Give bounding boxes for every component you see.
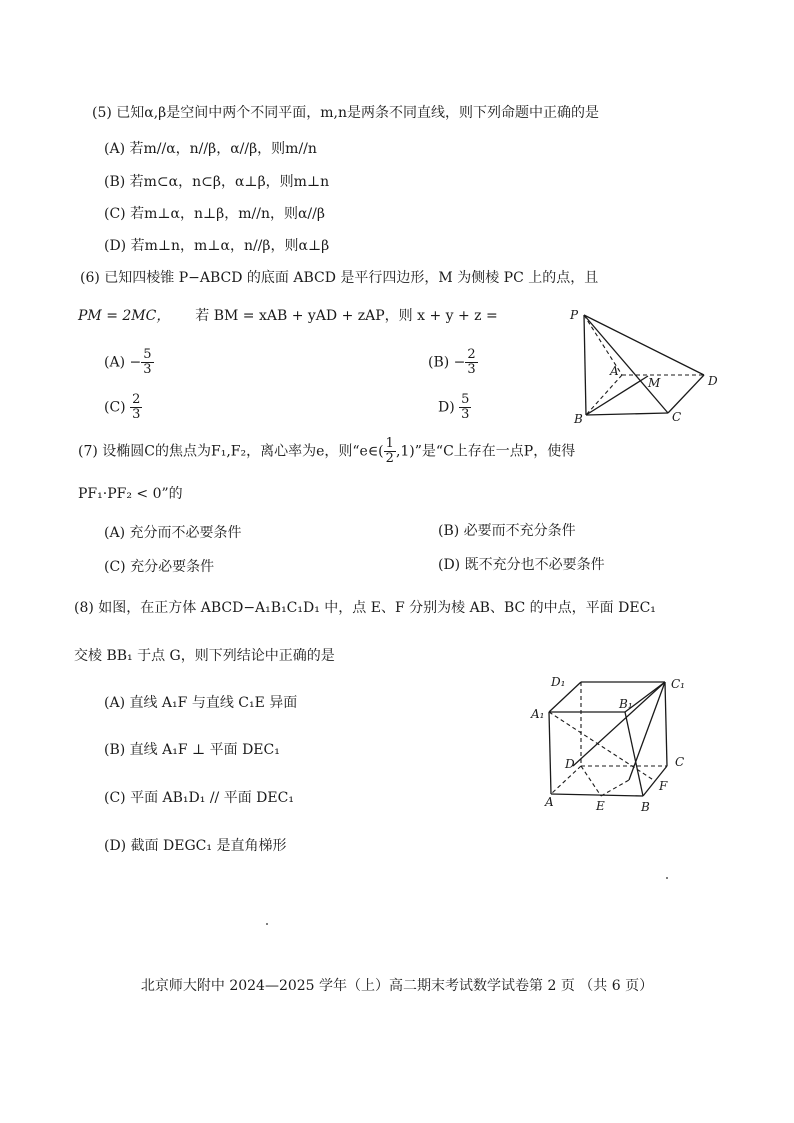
q7-option-d: (D) 既不充分也不必要条件 <box>438 557 605 573</box>
scan-speck <box>666 877 668 879</box>
q6-option-a-num: 5 <box>143 347 152 362</box>
edge-cd <box>668 375 704 413</box>
q6-vector-equation: 若 BM = xAB + yAD + zAP，则 x + y + z = <box>195 308 498 324</box>
q7-option-b: (B) 必要而不充分条件 <box>438 523 576 539</box>
label-b: B <box>641 800 650 814</box>
q6-option-c-num: 2 <box>132 392 141 407</box>
edge-cc1 <box>665 682 667 766</box>
label-a: A <box>610 364 619 378</box>
label-e: E <box>596 799 605 813</box>
q6-option-a-sign: − <box>129 354 142 371</box>
segment-bm <box>586 376 648 415</box>
q8-option-b: (B) 直线 A₁F ⊥ 平面 DEC₁ <box>104 742 280 758</box>
q5-option-a: (A) 若m//α，n//β，α//β，则m//n <box>104 141 317 157</box>
q7-stem-line1 <box>78 437 575 466</box>
q7-stem-part2: ,1)”是“C上存在一点P，使得 <box>395 443 576 460</box>
q7-stem-line2: PF₁·PF₂ < 0”的 <box>78 486 183 502</box>
q6-stem-line1: (6) 已知四棱锥 P−ABCD 的底面 ABCD 是平行四边形，M 为侧棱 PC 上的点，且 <box>80 270 599 286</box>
label-d1: D₁ <box>551 675 566 689</box>
edge-bc <box>586 413 668 415</box>
label-d: D <box>565 757 575 771</box>
q7-stem-part1: (7) 设椭圆C的焦点为F₁,F₂，离心率为e，则“e∈( <box>78 443 384 460</box>
q6-option-b-den: 3 <box>467 362 476 377</box>
edge-aa1 <box>549 712 551 794</box>
q6-option-c-den: 3 <box>132 407 141 422</box>
q6-option-b <box>428 348 478 377</box>
q5-option-b: (B) 若m⊂α，n⊂β，α⊥β，则m⊥n <box>104 174 330 190</box>
q6-option-b-fraction <box>465 348 477 377</box>
label-f: F <box>659 779 668 793</box>
q5-option-d: (D) 若m⊥n，m⊥α，n//β，则α⊥β <box>104 238 330 254</box>
label-c: C <box>675 755 685 769</box>
q7-option-a: (A) 充分而不必要条件 <box>104 525 242 541</box>
page-footer: 北京师大附中 2024—2025 学年（上）高二期末考试数学试卷第 2 页 （共 6 页） <box>140 978 654 994</box>
q7-frac-num: 1 <box>385 436 394 451</box>
label-b1: B₁ <box>619 697 633 711</box>
q6-option-c-label: (C) <box>104 399 126 416</box>
q8-cube-figure <box>525 668 700 818</box>
q7-frac-den: 2 <box>385 451 394 466</box>
q6-option-d-den: 3 <box>461 407 470 422</box>
q6-vector-condition: PM = 2MC， <box>78 308 171 324</box>
q8-option-d: (D) 截面 DEGC₁ 是直角梯形 <box>104 838 287 854</box>
q6-option-a-fraction <box>141 348 153 377</box>
scan-speck <box>266 923 268 925</box>
q8-stem-line1: (8) 如图，在正方体 ABCD−A₁B₁C₁D₁ 中，点 E、F 分别为棱 AB、BC 的中点，平面 DEC₁ <box>74 600 656 616</box>
segment-de-hidden <box>581 766 601 796</box>
q6-option-d-label: D) <box>438 399 455 416</box>
edge-pb <box>584 315 586 415</box>
q6-option-d <box>438 393 471 422</box>
q6-option-a-den: 3 <box>143 362 152 377</box>
q6-option-d-num: 5 <box>461 392 470 407</box>
label-c: C <box>672 410 682 424</box>
q5-stem: (5) 已知α,β是空间中两个不同平面，m,n是两条不同直线，则下列命题中正确的是 <box>92 105 600 121</box>
label-p: P <box>570 308 579 322</box>
edge-ab <box>551 794 643 796</box>
label-b: B <box>574 412 583 426</box>
label-m: M <box>648 376 661 390</box>
edge-bb1 <box>625 712 643 796</box>
edge-pc <box>584 315 668 413</box>
q6-option-b-num: 2 <box>467 347 476 362</box>
q6-option-b-sign: − <box>453 354 466 371</box>
label-d: D <box>708 374 718 388</box>
segment-c1g <box>629 682 665 780</box>
label-a: A <box>545 795 554 809</box>
q8-option-a: (A) 直线 A₁F 与直线 C₁E 异面 <box>104 695 298 711</box>
q6-option-a-label: (A) <box>104 354 126 371</box>
q7-option-c: (C) 充分必要条件 <box>104 559 215 575</box>
segment-eg-hidden <box>601 780 629 796</box>
q6-option-c <box>104 393 142 422</box>
q8-option-c: (C) 平面 AB₁D₁ // 平面 DEC₁ <box>104 790 294 806</box>
q6-stem-line2 <box>78 306 498 326</box>
label-c1: C₁ <box>671 677 685 691</box>
q8-stem-line2: 交棱 BB₁ 于点 G，则下列结论中正确的是 <box>74 648 335 664</box>
segment-c1a1-diag <box>573 682 665 766</box>
edge-pd <box>584 315 704 375</box>
q6-option-d-fraction <box>459 393 471 422</box>
q6-option-c-fraction <box>130 393 142 422</box>
q6-option-a <box>104 348 154 377</box>
q6-pyramid-figure <box>560 305 730 430</box>
q5-option-c: (C) 若m⊥α，n⊥β，m//n，则α//β <box>104 206 325 222</box>
q6-option-b-label: (B) <box>428 354 450 371</box>
label-a1: A₁ <box>531 707 545 721</box>
q7-fraction <box>384 437 396 466</box>
